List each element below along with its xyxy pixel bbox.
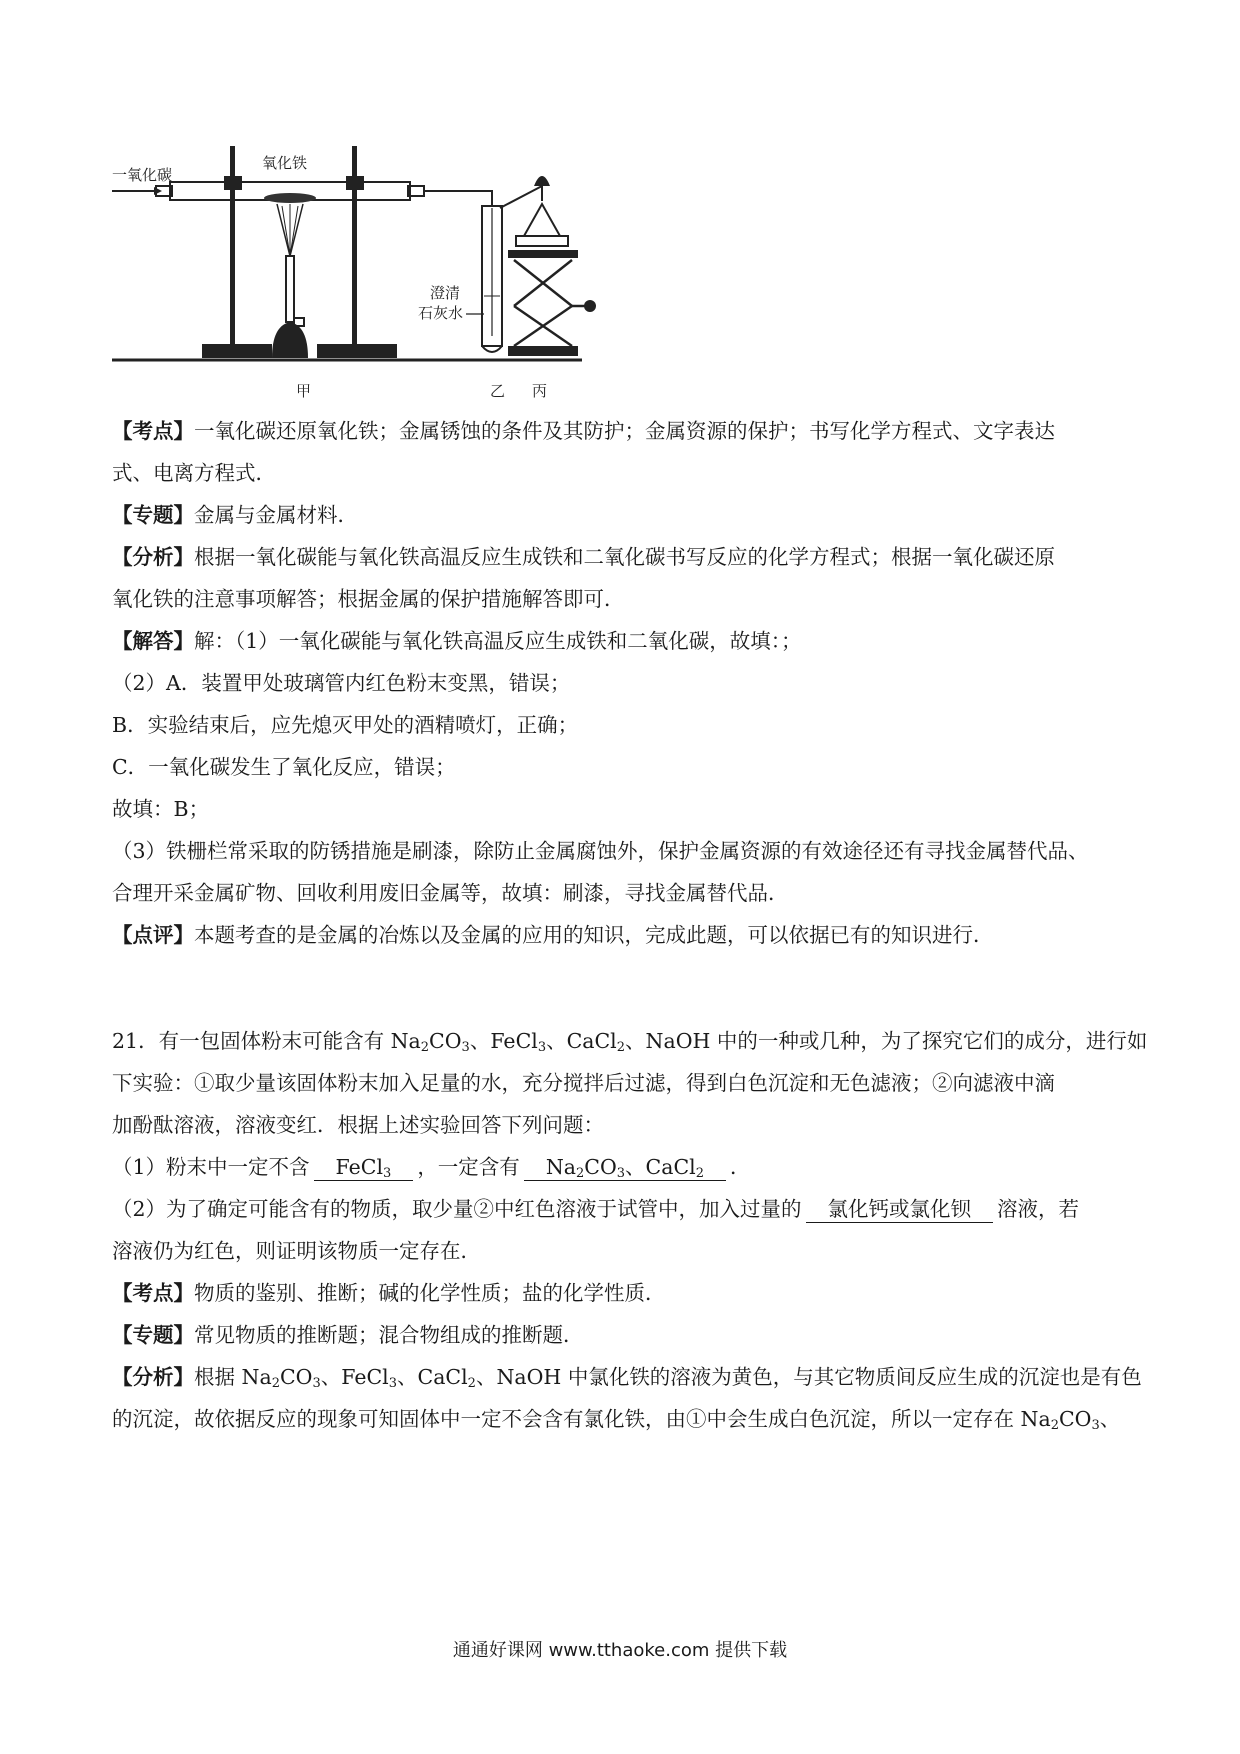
label-carbon-monoxide: 一氧化碳 <box>112 166 173 184</box>
q21-stem-line-3: 加酚酞溶液，溶液变红．根据上述实验回答下列问题： <box>112 1113 604 1137</box>
q20-fenxi-line-1 <box>112 536 1132 578</box>
q21-fenxi-line-1: 【分析】根据 $Na_2CO_3$、FeCl$_3$、CaCl$_2$、NaOH 中氯化铁的溶液为黄色，与其它物质间反应生成的沉淀也是有色 <box>112 1365 1142 1391</box>
label-limewater-1: 澄清 <box>430 284 461 302</box>
q21-part2-line-2: 溶液仍为红色，则证明该物质一定存在． <box>112 1239 481 1263</box>
label-yi: 乙 <box>490 382 506 400</box>
tag-jieda: 【解答】 <box>112 629 194 653</box>
q21-kaodian-text: 物质的鉴别、推断；碱的化学性质；盐的化学性质． <box>194 1281 666 1305</box>
answer-blank-1: FeCl$_3$ <box>314 1154 414 1181</box>
tag-zhuanti: 【专题】 <box>112 503 194 527</box>
alcohol-lamp <box>524 204 560 236</box>
q20-jieda-line-6: （3）铁栅栏常采取的防锈措施是刷漆，除防止金属腐蚀外，保护金属资源的有效途径还有寻找金属替代品、 <box>112 839 1089 863</box>
q20-zhuanti-text: 金属与金属材料． <box>194 503 358 527</box>
q20-jieda-line-1 <box>112 620 1132 662</box>
tag-zhuanti-21: 【专题】 <box>112 1323 194 1347</box>
q20-jieda-line-7: 合理开采金属矿物、回收利用废旧金属等，故填：刷漆，寻找金属替代品． <box>112 881 789 905</box>
label-limewater-2: 石灰水 <box>418 304 464 322</box>
q20-dianping-text: 本题考查的是金属的冶炼以及金属的应用的知识，完成此题，可以依据已有的知识进行． <box>194 923 994 947</box>
q21-part1-line: （1）粉末中一定不含 FeCl$_3$ ，一定含有 $Na_2CO_3$、CaCl$_2$ ． <box>112 1155 751 1181</box>
iron-oxide-powder <box>264 193 316 203</box>
q20-jieda-line-4: C．一氧化碳发生了氧化反应，错误； <box>112 755 456 779</box>
tag-fenxi: 【分析】 <box>112 545 194 569</box>
alcohol-lamp-flame <box>534 176 550 186</box>
stand-base-left <box>202 344 272 358</box>
q20-kaodian-line-2: 式、电离方程式． <box>112 461 276 485</box>
label-jia: 甲 <box>296 382 312 400</box>
label-bing: 丙 <box>532 382 548 400</box>
q20-jieda-text: 解：（1）一氧化碳能与氧化铁高温反应生成铁和二氧化碳，故填：； <box>194 629 802 653</box>
q20-jieda-line-3: B．实验结束后，应先熄灭甲处的酒精喷灯，正确； <box>112 713 579 737</box>
q20-dianping-line <box>112 914 1132 956</box>
tag-dianping: 【点评】 <box>112 923 194 947</box>
q21-kaodian-line <box>112 1272 1132 1314</box>
document-body <box>112 410 1148 1440</box>
q21-part2-line-1: （2）为了确定可能含有的物质，取少量②中红色溶液于试管中，加入过量的 氯化钙或氯化钡 溶液，若 <box>112 1197 1080 1221</box>
q20-kaodian-text: 一氧化碳还原氧化铁；金属锈蚀的条件及其防护；金属资源的保护；书写化学方程式、文字表达 <box>194 419 1055 443</box>
q20-fenxi-line-2: 氧化铁的注意事项解答；根据金属的保护措施解答即可． <box>112 587 625 611</box>
label-iron-oxide: 氧化铁 <box>262 154 308 172</box>
q20-fenxi-text: 根据一氧化碳能与氧化铁高温反应生成铁和二氧化碳书写反应的化学方程式；根据一氧化碳还原 <box>194 545 1055 569</box>
q20-jieda-line-2: （2）A．装置甲处玻璃管内红色粉末变黑，错误； <box>112 671 571 695</box>
alcohol-burner <box>286 256 294 322</box>
tag-kaodian-21: 【考点】 <box>112 1281 194 1305</box>
answer-blank-2: $Na_2CO_3$、CaCl$_2$ <box>524 1154 726 1181</box>
q20-kaodian-line-1 <box>112 410 1132 452</box>
answer-blank-3: 氯化钙或氯化钡 <box>806 1196 994 1223</box>
q21-zhuanti-text: 常见物质的推断题；混合物组成的推断题． <box>194 1323 584 1347</box>
lab-jack <box>508 250 578 258</box>
stand-base-right <box>317 344 397 358</box>
q20-zhuanti-line <box>112 494 1132 536</box>
q21-stem-line-1: 21．有一包固体粉末可能含有 $Na_2CO_3$、FeCl$_3$、CaCl$_2$、NaOH 中的一种或几种，为了探究它们的成分，进行如 <box>112 1029 1148 1055</box>
q21-fenxi-line-2: 的沉淀，故依据反应的现象可知固体中一定不会含有氯化铁，由①中会生成白色沉淀，所以一定存在 $Na_2CO_3$、 <box>112 1407 1121 1433</box>
apparatus-figure <box>112 146 632 408</box>
tag-fenxi-21: 【分析】 <box>112 1365 194 1389</box>
q21-stem-line-2: 下实验：①取少量该固体粉末加入足量的水，充分搅拌后过滤，得到白色沉淀和无色滤液；②向滤液中滴 <box>112 1071 1055 1095</box>
q20-jieda-line-5: 故填：B； <box>112 797 210 821</box>
apparatus-diagram <box>112 146 632 408</box>
tag-kaodian: 【考点】 <box>112 419 194 443</box>
connecting-pipe <box>424 191 492 206</box>
section-gap <box>112 956 1132 1020</box>
page-footer: 通通好课网 www.tthaoke.com 提供下载 <box>452 1640 788 1661</box>
q21-zhuanti-line <box>112 1314 1132 1356</box>
